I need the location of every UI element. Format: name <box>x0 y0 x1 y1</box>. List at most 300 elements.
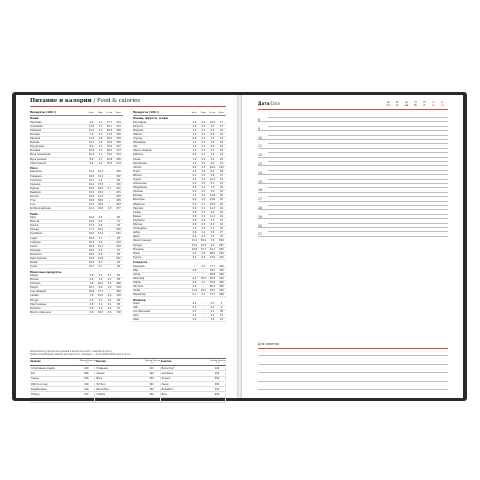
value-4: 399 <box>219 272 224 276</box>
product-name: Миндаль <box>133 247 144 251</box>
value-2: 0.2 <box>201 145 206 149</box>
value-4: 96 <box>117 265 120 269</box>
value-1: 0.5 <box>192 310 197 314</box>
product-name: Минтай <box>30 220 40 224</box>
value-1: 1.3 <box>192 149 197 153</box>
activity-kcal: 600 <box>214 393 220 397</box>
weekday-fr[interactable] <box>420 101 429 107</box>
product-name: Апельсины <box>133 182 147 186</box>
value-2: 1.2 <box>98 145 103 149</box>
value-3: 4.7 <box>210 124 215 128</box>
product-name: Скумбрия <box>30 232 42 236</box>
value-1: 26.8 <box>88 290 95 294</box>
value-3: - <box>109 236 110 240</box>
product-name: Колбаса варёная <box>30 207 51 211</box>
value-2: 1.1 <box>98 153 103 157</box>
value-1: 5.4 <box>192 276 197 280</box>
value-3: 7.0 <box>210 239 215 243</box>
value-4: 412 <box>116 203 121 207</box>
value-2: 0.3 <box>201 235 206 239</box>
activity-name: Йога <box>96 377 103 381</box>
value-1: 2.9 <box>192 251 197 255</box>
value-2: 0.1 <box>201 124 206 128</box>
product-name: Карамель <box>133 264 145 268</box>
value-3: 78.5 <box>209 280 216 284</box>
value-3: 1.3 <box>107 286 112 290</box>
value-2: 1.2 <box>98 178 103 182</box>
value-4: 47 <box>220 178 223 181</box>
burn-cell <box>95 393 160 396</box>
value-3: - <box>109 190 110 194</box>
value-1: 1.0 <box>192 227 197 231</box>
activity-kcal: 300 <box>84 377 89 381</box>
burn-cell <box>30 372 95 375</box>
activity-name: Коньки <box>161 377 171 381</box>
burn-cell <box>30 377 95 380</box>
value-3: 0.3 <box>210 302 215 305</box>
value-4: 305 <box>219 285 224 289</box>
product-name: Курица <box>30 186 39 190</box>
burn-cell <box>95 367 160 370</box>
activity-name: Волейбол <box>161 387 174 391</box>
product-name: Арбуз <box>133 231 141 235</box>
value-3: 5.3 <box>210 149 215 153</box>
activity-name: Теннис <box>96 371 105 375</box>
weekday-en: tu <box>396 104 399 108</box>
hour-label: 21 <box>258 232 263 237</box>
value-2: - <box>203 314 204 318</box>
title-divider <box>30 106 226 107</box>
value-4: 44 <box>220 202 223 206</box>
activity-kcal: 480 <box>214 382 220 386</box>
weekday-we[interactable] <box>402 101 411 107</box>
product-name: Вишня <box>133 214 142 218</box>
value-3: 3.0 <box>210 190 215 194</box>
product-name: Сливы <box>133 210 141 214</box>
activity-kcal: 250 <box>84 393 89 397</box>
value-4: 72 <box>117 220 120 224</box>
value-4: 42 <box>220 210 223 214</box>
activity-kcal: 420 <box>84 387 89 391</box>
value-1: 15.2 <box>191 239 198 243</box>
value-2: 57.7 <box>200 247 207 251</box>
value-3: - <box>109 265 110 269</box>
value-4: 298 <box>116 157 121 161</box>
activity-name: Прыжки со скакалкой <box>96 398 124 402</box>
section-heading: Каши <box>30 117 39 121</box>
value-2: 15.1 <box>97 244 104 248</box>
header-h4: Ккал. <box>115 112 122 114</box>
value-3: 77.7 <box>209 264 216 268</box>
product-name: Халва <box>133 289 141 293</box>
value-1: 15.2 <box>88 203 95 207</box>
activity-name: Гребля <box>96 393 105 397</box>
product-name: Кальмар <box>30 248 41 252</box>
value-1: 0.8 <box>192 280 197 284</box>
product-name: Ряженка <box>30 306 41 310</box>
value-1: 0.6 <box>192 318 197 322</box>
value-4: 329 <box>219 268 224 272</box>
value-3: 4.1 <box>107 302 112 306</box>
value-2: 0.2 <box>201 214 206 218</box>
value-4: 27 <box>220 124 223 128</box>
value-1: - <box>194 272 195 276</box>
value-4: 83 <box>117 236 120 240</box>
value-1: 1.0 <box>192 157 197 161</box>
value-1: 12.6 <box>88 124 95 128</box>
value-4: 264 <box>219 251 224 255</box>
burn-cell <box>161 367 226 370</box>
value-1: 0.1 <box>192 293 197 297</box>
product-name: Сок яблочный <box>133 310 150 314</box>
value-2: 1.1 <box>98 236 103 240</box>
value-3: 9.6 <box>210 210 215 214</box>
activity-kcal: 450 <box>149 387 154 391</box>
value-1: 0.6 <box>192 153 197 157</box>
value-1: 1.2 <box>192 161 197 165</box>
value-2: 1.3 <box>98 149 103 153</box>
value-4: 41 <box>220 145 223 149</box>
activity-kcal: 510 <box>149 366 154 370</box>
activity-name: Аэробика <box>161 371 174 375</box>
value-4: 16 <box>220 190 223 194</box>
product-name: Пиво <box>133 318 139 322</box>
header-group <box>30 360 95 364</box>
value-4: 330 <box>116 132 121 136</box>
value-3: 21.8 <box>209 194 216 198</box>
value-4: 334 <box>116 153 121 157</box>
product-name: Говядина <box>30 174 42 178</box>
value-3: 77.7 <box>209 293 216 297</box>
header-h4: Ккал. <box>218 112 225 114</box>
weekday-ru: пн <box>386 101 391 104</box>
product-name: Кролик <box>30 194 39 198</box>
section-heading: Напитки <box>133 298 146 302</box>
value-3: 73.7 <box>106 120 113 124</box>
value-4: 191 <box>116 232 121 236</box>
value-3: - <box>109 182 110 186</box>
value-2: 0.1 <box>201 280 206 284</box>
product-name: Сливки <box>30 294 39 298</box>
value-4: 37 <box>220 218 223 222</box>
weekday-en: th <box>414 104 417 108</box>
activity-name: Бодибилдинг <box>31 387 48 391</box>
value-3: 7.3 <box>210 227 215 231</box>
value-4: 360 <box>116 290 121 294</box>
value-1: 1.1 <box>192 141 197 145</box>
value-4: 544 <box>219 276 224 280</box>
product-name: Простокваша <box>30 302 47 306</box>
value-3: 75.0 <box>106 145 113 149</box>
value-2: 13.2 <box>97 232 104 236</box>
value-2: 0.1 <box>201 202 206 206</box>
value-3: 9.4 <box>210 243 215 247</box>
value-4: 516 <box>219 289 224 293</box>
value-1: 0.8 <box>192 268 197 272</box>
header-activity: Занятие <box>30 360 41 363</box>
value-3: 10.3 <box>209 178 216 181</box>
value-3: 4.5 <box>210 161 215 165</box>
value-1: 1.4 <box>192 145 197 149</box>
weekday-th[interactable] <box>411 101 420 107</box>
hour-label: 12 <box>258 153 263 158</box>
value-2: 29.7 <box>200 289 207 293</box>
value-1: 22.7 <box>88 265 95 269</box>
value-3: 3.2 <box>107 282 112 286</box>
value-3: 7.5 <box>210 218 215 222</box>
product-name: Кофе <box>133 302 140 305</box>
value-2: 0.6 <box>98 224 103 228</box>
value-3: 29.9 <box>209 165 216 169</box>
activity-kcal: 420 <box>149 393 154 397</box>
value-4: 187 <box>116 174 121 178</box>
value-2: 16.3 <box>97 170 104 174</box>
value-4: 324 <box>116 120 121 124</box>
value-2: 1.7 <box>98 157 103 161</box>
value-3: 2.5 <box>210 137 215 141</box>
header-rate: Расход Ккал за 1 ч. <box>210 360 226 364</box>
product-name: Семга <box>30 244 38 248</box>
product-name: Груши <box>133 178 141 181</box>
product-name: Икра красная <box>30 256 47 260</box>
weekday-ru: вт <box>396 101 399 104</box>
value-4: 42 <box>220 132 223 136</box>
value-1: 2.8 <box>89 306 94 310</box>
value-2: 0.4 <box>201 227 206 231</box>
burn-cell <box>161 393 226 396</box>
column-header <box>30 108 123 116</box>
value-2: 0.1 <box>201 149 206 153</box>
value-3: 8.1 <box>210 182 215 186</box>
value-4: 24 <box>220 153 223 157</box>
activity-kcal: 350 <box>214 387 220 391</box>
value-3: 3.5 <box>107 298 112 302</box>
value-3: - <box>109 194 110 198</box>
product-name: Индейка <box>30 190 41 194</box>
activity-kcal: 720 <box>149 398 154 402</box>
value-3: 0.3 <box>210 306 215 310</box>
value-2: 0.1 <box>201 137 206 141</box>
value-4: 328 <box>116 141 121 145</box>
product-name: Лимоны <box>133 190 143 194</box>
value-4: 42 <box>220 223 223 227</box>
product-name: Йогурт <box>30 298 39 302</box>
product-name: Баклажаны <box>133 161 148 165</box>
product-name: Клубника <box>133 218 145 222</box>
activity-name: Бег <box>31 371 36 375</box>
value-4: 38 <box>220 186 223 190</box>
value-1: 31.6 <box>88 256 95 260</box>
value-1: 0.9 <box>192 182 197 186</box>
value-2: 0.4 <box>201 218 206 222</box>
value-1: 18.4 <box>88 236 95 240</box>
value-2: 1.0 <box>98 132 103 136</box>
value-2: 0.2 <box>201 198 206 202</box>
value-2: 0.2 <box>201 182 206 186</box>
value-3: 9.8 <box>210 173 215 177</box>
value-1: 20.5 <box>88 240 95 244</box>
value-3: 69.3 <box>106 128 113 132</box>
value-2: 0.1 <box>201 206 206 210</box>
header-h1: Белк. <box>191 112 198 114</box>
value-2: 10.0 <box>97 294 104 298</box>
value-1: 16.0 <box>88 261 95 265</box>
value-3: - <box>109 170 110 174</box>
hour-label: 10 <box>258 135 263 140</box>
value-1: 0.6 <box>192 198 197 202</box>
value-2: 65.2 <box>200 239 207 243</box>
weekday-sa[interactable] <box>429 101 438 107</box>
value-3: 54.0 <box>209 289 216 293</box>
value-3: - <box>109 232 110 236</box>
footnote-2: Норма потребления энергии для взрослого человека — около 2000–2500 ккал в сутки <box>30 353 131 356</box>
value-1: 0.8 <box>192 186 197 190</box>
hour-label: 15 <box>258 179 263 184</box>
value-3: 16.3 <box>209 120 216 124</box>
weekday-mo[interactable] <box>384 101 393 107</box>
product-name: Перец сладкий <box>133 149 152 153</box>
burn-cell <box>95 383 160 386</box>
value-1: 6.6 <box>89 161 94 165</box>
table-row <box>30 162 123 166</box>
value-2: 82.5 <box>97 310 104 314</box>
value-3: 7.4 <box>210 235 215 239</box>
value-2: 0.1 <box>201 264 206 268</box>
value-1: 1.5 <box>192 194 197 198</box>
hour-label: 19 <box>258 214 263 219</box>
value-4: 251 <box>116 256 121 260</box>
value-1: 0.1 <box>192 306 197 310</box>
value-2: 0.1 <box>201 231 206 235</box>
value-4: 95 <box>220 194 223 198</box>
weekday-en: fr <box>423 104 426 108</box>
value-4: 651 <box>219 243 224 247</box>
value-3: 62.1 <box>106 124 113 128</box>
header-activity: Занятие <box>95 360 107 363</box>
value-3: 4.4 <box>210 157 215 161</box>
product-name: Горбуша <box>30 240 41 244</box>
value-4: 209 <box>116 170 121 174</box>
header-h2: Жир. <box>200 112 207 114</box>
value-3: - <box>109 261 110 265</box>
value-2: 0.3 <box>201 210 206 214</box>
header-product: Продукты (100 г) <box>133 111 160 114</box>
value-2: 0.2 <box>201 186 206 190</box>
product-name: Баранина <box>30 170 42 174</box>
value-1: 2.5 <box>192 169 197 173</box>
product-name: Орехи грецкие <box>133 239 152 243</box>
product-name: Персики <box>133 206 144 210</box>
value-4: 90 <box>117 178 120 182</box>
value-4: 26 <box>220 149 223 153</box>
value-3: 9.1 <box>210 310 215 314</box>
value-1: 12.2 <box>88 207 95 211</box>
table-row <box>133 318 226 322</box>
product-name: Ячневая <box>30 149 41 153</box>
value-1: 2.8 <box>89 294 94 298</box>
value-4: 296 <box>219 264 224 268</box>
activity-kcal: 340 <box>84 382 89 386</box>
product-name: Яблоки <box>133 173 142 177</box>
product-name: Мука ржаная <box>30 157 47 161</box>
value-3: - <box>109 224 110 228</box>
value-1: 18.0 <box>88 248 95 252</box>
value-3: 5.2 <box>210 314 215 318</box>
value-4: 43 <box>220 182 223 186</box>
product-name: Картофель <box>133 120 147 124</box>
value-2: 39.0 <box>97 203 104 207</box>
value-4: 35 <box>220 128 223 132</box>
value-3: 3.8 <box>210 318 215 322</box>
value-3: 4.2 <box>107 306 112 310</box>
value-3: 5.8 <box>210 231 215 235</box>
header-activity: Занятие <box>160 360 172 363</box>
value-1: 15.9 <box>88 220 95 224</box>
hour-label: 9 <box>258 126 261 131</box>
weekday-en: mo <box>386 104 391 108</box>
value-4: 2 <box>220 302 223 305</box>
value-3: 51.0 <box>209 255 216 259</box>
weekday-tu[interactable] <box>393 101 402 107</box>
value-2: - <box>203 318 204 322</box>
value-2: 61.5 <box>200 243 207 247</box>
value-3: 80.4 <box>209 285 216 289</box>
value-4: 38 <box>220 227 223 231</box>
value-3: 1.5 <box>107 207 112 211</box>
burn-cell <box>95 388 160 391</box>
left-page-food-calories <box>16 95 237 402</box>
date-label <box>258 101 280 106</box>
value-2: 0.6 <box>201 251 206 255</box>
burn-cell <box>30 393 95 396</box>
value-3: 4.0 <box>107 294 112 298</box>
value-3: - <box>109 290 110 294</box>
value-3: 81.5 <box>209 268 216 272</box>
value-2: - <box>203 268 204 272</box>
value-2: 0.5 <box>201 223 206 227</box>
value-1: 0.5 <box>192 285 197 289</box>
hour-label: 17 <box>258 197 263 202</box>
value-2: 1.2 <box>98 161 103 165</box>
value-4: 22 <box>220 157 223 161</box>
hour-label: 20 <box>258 223 263 228</box>
weekday-su[interactable] <box>438 101 447 107</box>
product-name: Треска <box>30 224 39 228</box>
activity-name: Плавание <box>96 366 109 370</box>
activity-kcal: 300 <box>84 398 89 402</box>
value-4: 38 <box>220 310 223 314</box>
value-4: 58 <box>117 278 120 282</box>
weekday-selector <box>384 101 447 107</box>
value-3: 6.3 <box>210 169 215 173</box>
value-1: 19.7 <box>88 178 95 182</box>
right-page-day-planner <box>242 95 463 398</box>
product-name: Шоколад <box>133 276 145 280</box>
value-2: 27.3 <box>97 290 104 294</box>
value-2: 0.5 <box>201 169 206 173</box>
product-name: Зефир <box>133 280 141 284</box>
value-4: 174 <box>116 161 121 165</box>
value-1: 18.6 <box>191 247 198 251</box>
value-1: 2.8 <box>89 282 94 286</box>
burn-cell <box>161 388 226 391</box>
product-name: Перловая <box>30 120 42 124</box>
product-name: Кефир <box>30 273 38 277</box>
product-name: Мука пшеничная <box>30 153 51 157</box>
value-3: 66.0 <box>209 251 216 255</box>
value-3: 8.2 <box>210 145 215 149</box>
value-1: 0.8 <box>192 210 197 214</box>
